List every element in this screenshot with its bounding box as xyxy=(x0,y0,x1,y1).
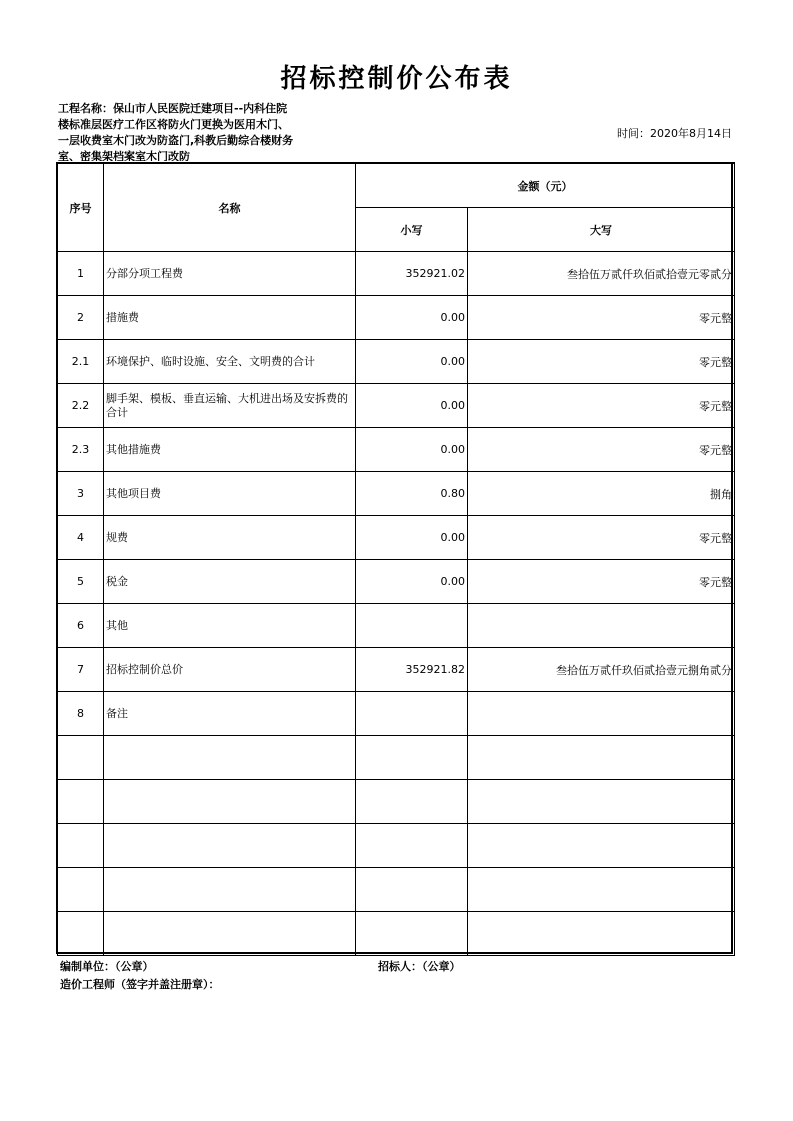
row-amount-lower xyxy=(356,736,468,780)
row-number xyxy=(58,824,104,868)
row-amount-upper xyxy=(468,824,735,868)
row-amount-lower xyxy=(356,868,468,912)
row-amount-lower: 0.00 xyxy=(356,428,468,472)
row-number: 3 xyxy=(58,472,104,516)
row-number: 4 xyxy=(58,516,104,560)
table-row xyxy=(58,648,735,692)
row-amount-upper: 零元整 xyxy=(468,560,735,604)
row-name: 其他 xyxy=(104,604,356,648)
table-row xyxy=(58,472,735,516)
table-row xyxy=(58,912,735,956)
row-name xyxy=(104,912,356,956)
row-amount-lower: 0.00 xyxy=(356,560,468,604)
price-table xyxy=(57,162,735,956)
row-amount-upper: 零元整 xyxy=(468,296,735,340)
row-amount-lower xyxy=(356,912,468,956)
row-number xyxy=(58,780,104,824)
row-number xyxy=(58,736,104,780)
row-amount-upper: 叁拾伍万贰仟玖佰贰拾壹元捌角贰分 xyxy=(468,648,735,692)
table-row xyxy=(58,736,735,780)
row-amount-lower xyxy=(356,604,468,648)
row-number: 2.3 xyxy=(58,428,104,472)
table-row xyxy=(58,604,735,648)
header-amount: 金额（元） xyxy=(356,163,735,208)
table-row xyxy=(58,340,735,384)
row-amount-upper: 零元整 xyxy=(468,428,735,472)
header-upper: 大写 xyxy=(468,208,735,252)
row-name: 脚手架、模板、垂直运输、大机进出场及安拆费的合计 xyxy=(104,384,356,428)
project-name: 工程名称：保山市人民医院迁建项目--内科住院楼标准层医疗工作区将防火门更换为医用木门、一层收费室木门改为防盗门,科教后勤综合楼财务室、密集架档案室木门改防 xyxy=(58,102,294,161)
row-amount-upper: 零元整 xyxy=(468,384,735,428)
row-number: 1 xyxy=(58,252,104,296)
row-amount-lower: 0.00 xyxy=(356,516,468,560)
row-name: 招标控制价总价 xyxy=(104,648,356,692)
row-name: 规费 xyxy=(104,516,356,560)
row-name xyxy=(104,868,356,912)
row-amount-upper xyxy=(468,604,735,648)
row-amount-upper: 零元整 xyxy=(468,516,735,560)
table-row xyxy=(58,516,735,560)
row-number xyxy=(58,912,104,956)
row-amount-lower: 352921.02 xyxy=(356,252,468,296)
row-amount-upper xyxy=(468,736,735,780)
row-amount-upper xyxy=(468,780,735,824)
row-name xyxy=(104,824,356,868)
footer-compiler: 编制单位：（公章） xyxy=(60,960,154,973)
row-amount-lower xyxy=(356,780,468,824)
row-amount-lower: 0.00 xyxy=(356,340,468,384)
row-amount-lower xyxy=(356,824,468,868)
row-name xyxy=(104,780,356,824)
table-body xyxy=(58,252,735,956)
row-number xyxy=(58,868,104,912)
row-name: 分部分项工程费 xyxy=(104,252,356,296)
table-row xyxy=(58,780,735,824)
row-name: 其他措施费 xyxy=(104,428,356,472)
header-lower: 小写 xyxy=(356,208,468,252)
date-label: 时间：2020年8月14日 xyxy=(617,127,732,140)
row-number: 6 xyxy=(58,604,104,648)
row-amount-lower: 0.80 xyxy=(356,472,468,516)
footer-engineer: 造价工程师（签字并盖注册章）： xyxy=(60,978,220,991)
row-name: 措施费 xyxy=(104,296,356,340)
table-row xyxy=(58,252,735,296)
row-amount-upper: 捌角 xyxy=(468,472,735,516)
row-amount-lower: 0.00 xyxy=(356,296,468,340)
row-name: 环境保护、临时设施、安全、文明费的合计 xyxy=(104,340,356,384)
table-row xyxy=(58,560,735,604)
table-row xyxy=(58,296,735,340)
row-amount-lower xyxy=(356,692,468,736)
row-number: 2.2 xyxy=(58,384,104,428)
row-amount-upper xyxy=(468,692,735,736)
row-name: 税金 xyxy=(104,560,356,604)
row-number: 8 xyxy=(58,692,104,736)
table-row xyxy=(58,428,735,472)
header-no: 序号 xyxy=(58,163,104,252)
row-amount-upper xyxy=(468,868,735,912)
table-row xyxy=(58,692,735,736)
row-amount-lower: 0.00 xyxy=(356,384,468,428)
table-row xyxy=(58,824,735,868)
table-row xyxy=(58,868,735,912)
row-amount-lower: 352921.82 xyxy=(356,648,468,692)
row-name: 其他项目费 xyxy=(104,472,356,516)
row-number: 2.1 xyxy=(58,340,104,384)
row-name: 备注 xyxy=(104,692,356,736)
row-number: 5 xyxy=(58,560,104,604)
page-title: 招标控制价公布表 xyxy=(280,64,513,94)
row-amount-upper: 叁拾伍万贰仟玖佰贰拾壹元零贰分 xyxy=(468,252,735,296)
row-name xyxy=(104,736,356,780)
header-name: 名称 xyxy=(104,163,356,252)
table-row xyxy=(58,384,735,428)
row-amount-upper xyxy=(468,912,735,956)
row-number: 2 xyxy=(58,296,104,340)
row-number: 7 xyxy=(58,648,104,692)
footer-tenderer: 招标人：（公章） xyxy=(378,960,461,973)
row-amount-upper: 零元整 xyxy=(468,340,735,384)
